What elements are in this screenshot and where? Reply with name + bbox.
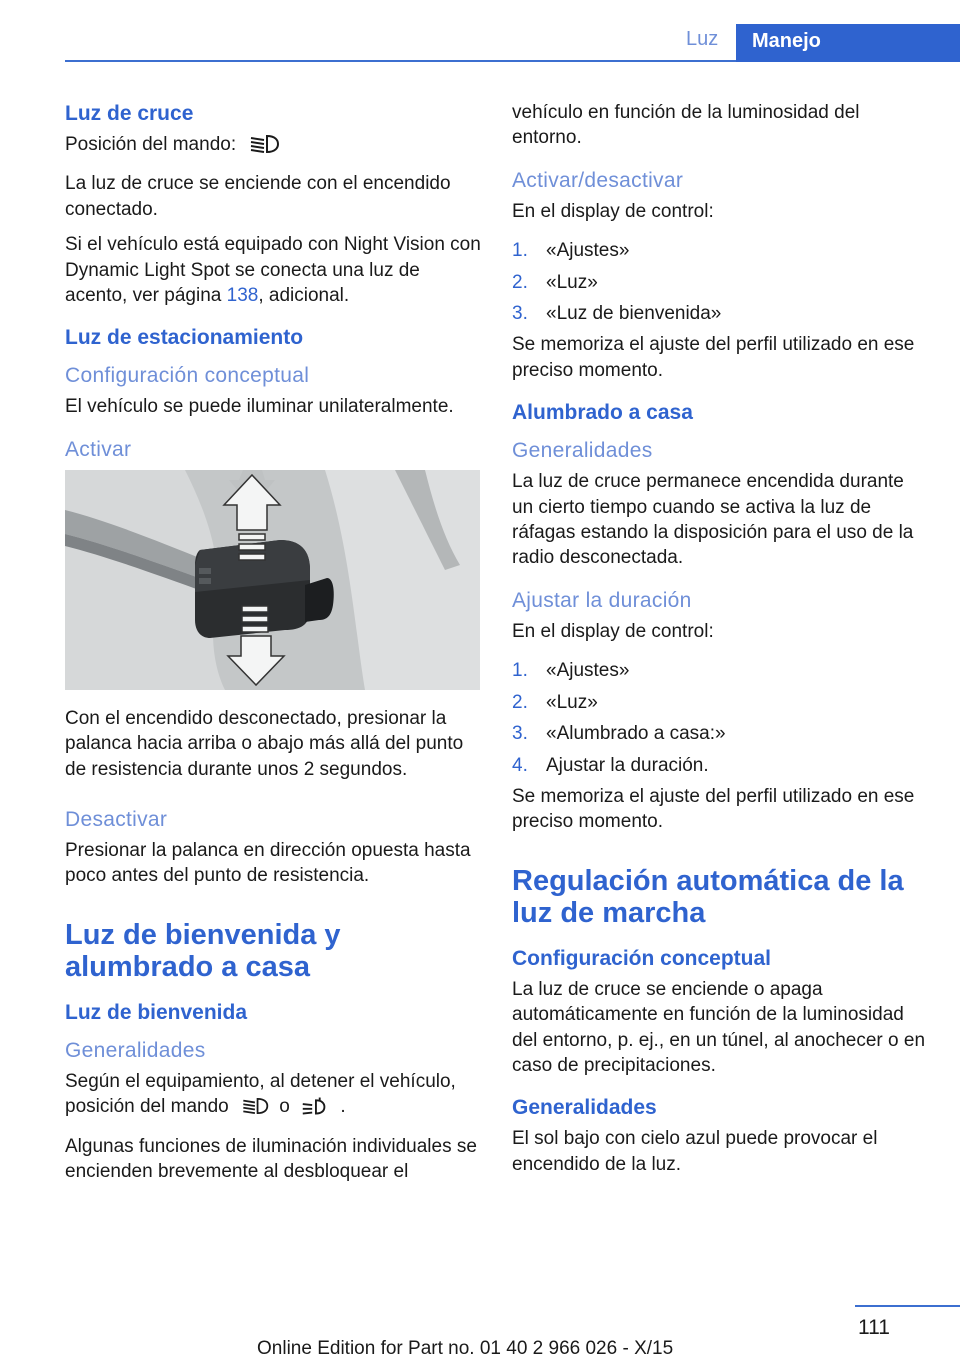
list-item (512, 301, 930, 326)
list-text: «Ajustes» (546, 240, 630, 262)
list-number: 2. (512, 691, 528, 713)
segun-end: . (340, 1096, 346, 1118)
page-reference-link[interactable]: 138 (226, 285, 259, 307)
steps-list-1 (512, 238, 930, 326)
heading-generalidades: Generalidades (65, 1038, 206, 1062)
paragraph-memoriza-2: Se memoriza el ajuste del perfil utilizado en ese preciso momento. (512, 785, 915, 833)
night-vision-text: Si el vehículo está equipado con Night Vision con Dynamic Light Spot se conecta una luz de acento, ver página (65, 234, 481, 307)
paragraph-algunas: Algunas funciones de iluminación individuales se encienden brevemente al desbloquear el (65, 1135, 477, 1183)
heading-regulacion-automatica: Regulación automática de la luz de marcha (512, 864, 904, 929)
heading-luz-estacionamiento: Luz de estacionamiento (65, 326, 304, 350)
paragraph-cruce-enciende: La luz de cruce se enciende con el encendido conectado. (65, 173, 451, 220)
list-text: «Luz» (546, 691, 598, 713)
paragraph-desactivar: Presionar la palanca en dirección opuesta hasta poco antes del punto de resistencia. (65, 840, 471, 887)
list-text: «Alumbrado a casa:» (546, 723, 726, 745)
list-text: Ajustar la duración. (546, 754, 709, 776)
lever-illustration (65, 470, 480, 690)
heading-desactivar: Desactivar (65, 808, 168, 832)
heading-luz-de-cruce: Luz de cruce (65, 102, 194, 125)
list-number: 1. (512, 660, 528, 682)
list-item (512, 270, 930, 295)
paragraph-continuacion: vehículo en función de la luminosidad del entorno. (512, 102, 860, 149)
list-number: 2. (512, 271, 528, 293)
paragraph-night-vision (65, 232, 483, 308)
heading-generalidades-3: Generalidades (512, 1096, 657, 1120)
paragraph-posicion (65, 132, 483, 161)
paragraph-display-1: En el display de control: (512, 200, 714, 222)
list-number: 4. (512, 754, 528, 776)
heading-activar: Activar (65, 437, 132, 461)
segun-text: Según el equipamiento, al detener el vehículo, posición del mando (65, 1070, 456, 1118)
heading-bienvenida-alumbrado: Luz de bienvenida y alumbrado a casa (65, 918, 341, 983)
paragraph-segun (65, 1069, 483, 1124)
header-section-label: Luz (686, 28, 719, 50)
heading-configuracion: Configuración conceptual (65, 364, 310, 388)
list-item (512, 721, 930, 746)
heading-alumbrado-casa: Alumbrado a casa (512, 401, 693, 425)
segun-o: o (279, 1096, 290, 1118)
night-vision-text-end: , adicional. (258, 285, 350, 307)
list-item (512, 753, 930, 778)
list-text: «Luz» (546, 271, 598, 293)
low-beam-headlight-icon (238, 1096, 270, 1123)
page-number: 111 (858, 1316, 890, 1339)
header-chapter-tab: Manejo (736, 24, 960, 62)
heading-generalidades-2: Generalidades (512, 439, 653, 463)
paragraph-config: El vehículo se puede iluminar unilateralmente. (65, 396, 454, 418)
paragraph-config-2: La luz de cruce se enciende o apaga automáticamente en función de la luminosidad del entorno, p. ej., en un túnel, al anochecer o en caso de precipitaciones. (512, 978, 926, 1076)
heading-ajustar-duracion: Ajustar la duración (512, 588, 692, 612)
paragraph-alumbrado: La luz de cruce permanece encendida durante un cierto tiempo cuando se activa la luz de ráfagas estando la disposición para el uso de la radio desconectada. (512, 471, 914, 569)
list-number: 3. (512, 723, 528, 745)
list-item (512, 658, 930, 683)
paragraph-display-2: En el display de control: (512, 620, 714, 642)
list-item (512, 690, 930, 715)
paragraph-memoriza-1: Se memoriza el ajuste del perfil utilizado en ese preciso momento. (512, 334, 915, 381)
list-number: 1. (512, 240, 528, 262)
footer-rule (855, 1305, 960, 1307)
list-text: «Ajustes» (546, 660, 630, 682)
parking-light-icon (299, 1096, 331, 1123)
heading-activar-desactivar: Activar/desactivar (512, 168, 684, 192)
right-column (512, 100, 930, 1187)
heading-luz-bienvenida: Luz de bienvenida (65, 1000, 248, 1024)
paragraph-sol: El sol bajo con cielo azul puede provocar el encendido de la luz. (512, 1128, 878, 1175)
left-column (65, 100, 483, 1195)
steps-list-2 (512, 658, 930, 778)
list-item (512, 238, 930, 263)
low-beam-headlight-icon (245, 134, 281, 161)
edition-footer: Online Edition for Part no. 01 40 2 966 026 - X/15 (257, 1338, 674, 1359)
list-text: «Luz de bienvenida» (546, 303, 722, 325)
posicion-text: Posición del mando: (65, 134, 237, 155)
heading-configuracion-2: Configuración conceptual (512, 946, 772, 970)
list-number: 3. (512, 303, 528, 325)
paragraph-activar: Con el encendido desconectado, presionar la palanca hacia arriba o abajo más allá del punto de resistencia durante unos 2 segundos. (65, 707, 464, 780)
